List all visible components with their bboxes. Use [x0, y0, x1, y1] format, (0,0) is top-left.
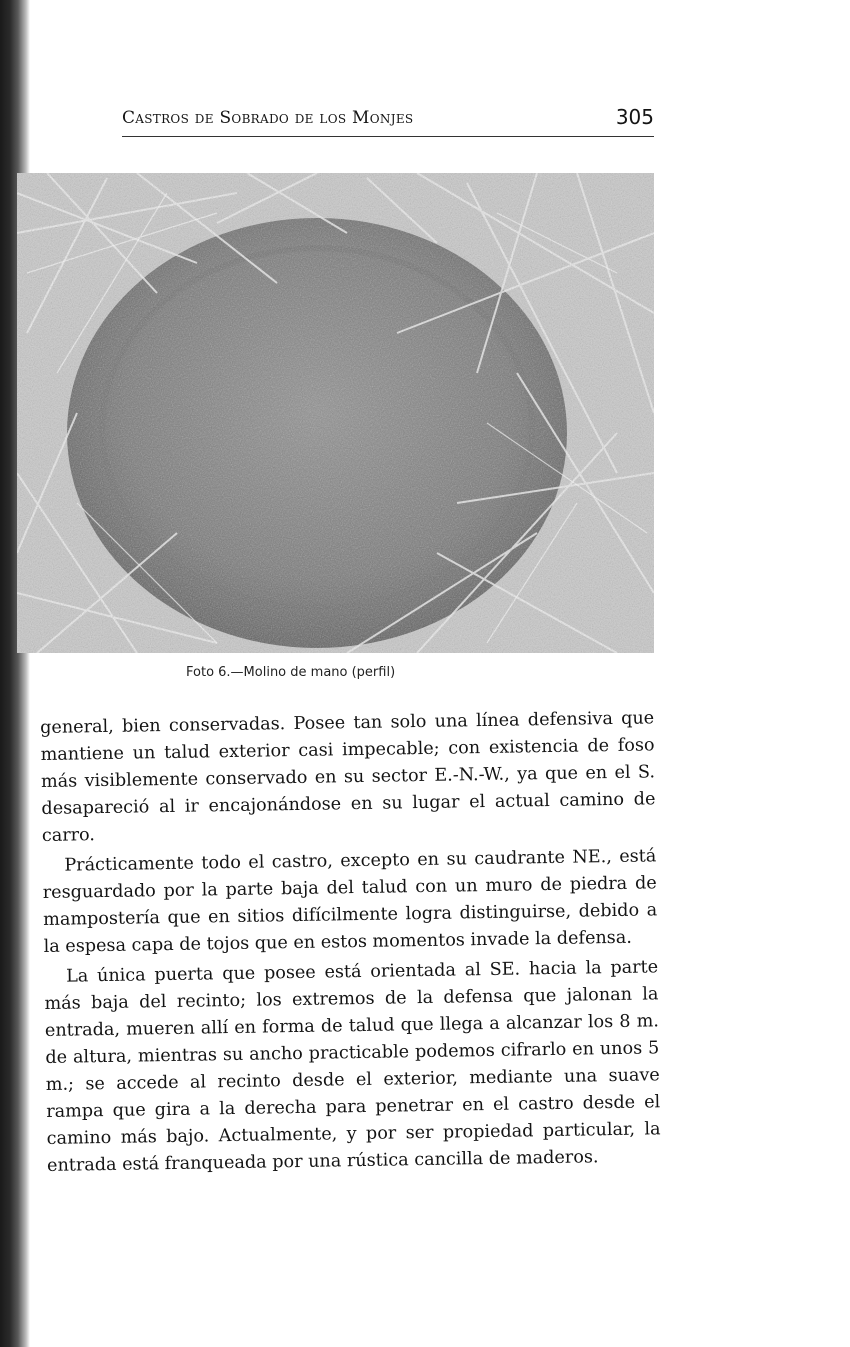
paragraph-3: La única puerta que posee está orientada al SE. hacia la parte más baja del recinto; los extremos de la defensa que jalonan la entrada, mueren allí en forma de talud que llega a alcanzar los 8 m. de altura, mientras su ancho practicable podemos cifrarlo en unos 5 m.; se accede al recinto desde el exterior, mediante una suave rampa que gira a la derecha para penetrar en el castro desde el camino más bajo. Actualmente, y por ser propiedad particular, la entrada está franqueada por una rústica cancilla de maderos. [44, 957, 661, 1176]
page-number: 305 [615, 105, 654, 129]
millstone-photo [17, 173, 654, 653]
body-text [40, 705, 661, 1183]
photo-caption: Foto 6.—Molino de mano (perfil) [186, 665, 396, 680]
page-header [122, 104, 654, 137]
paragraph-2: Prácticamente todo el castro, excepto en su caudrante NE., está resguardado por la parte baja del talud con un muro de piedra de mampostería que en sitios difícilmente logra distinguirse, debido a la espesa capa de tojos que en estos momentos invade la defensa. [42, 846, 658, 957]
paragraph-1: general, bien conservadas. Posee tan solo una línea defensiva que mantiene un talud exterior casi impecable; con existencia de foso más visiblemente conservado en su sector E.-N.-W., ya que en el S. desapareció al ir encajonándose en su lugar el actual camino de carro. [40, 708, 656, 846]
running-title: Castros de Sobrado de los Monjes [122, 108, 414, 128]
